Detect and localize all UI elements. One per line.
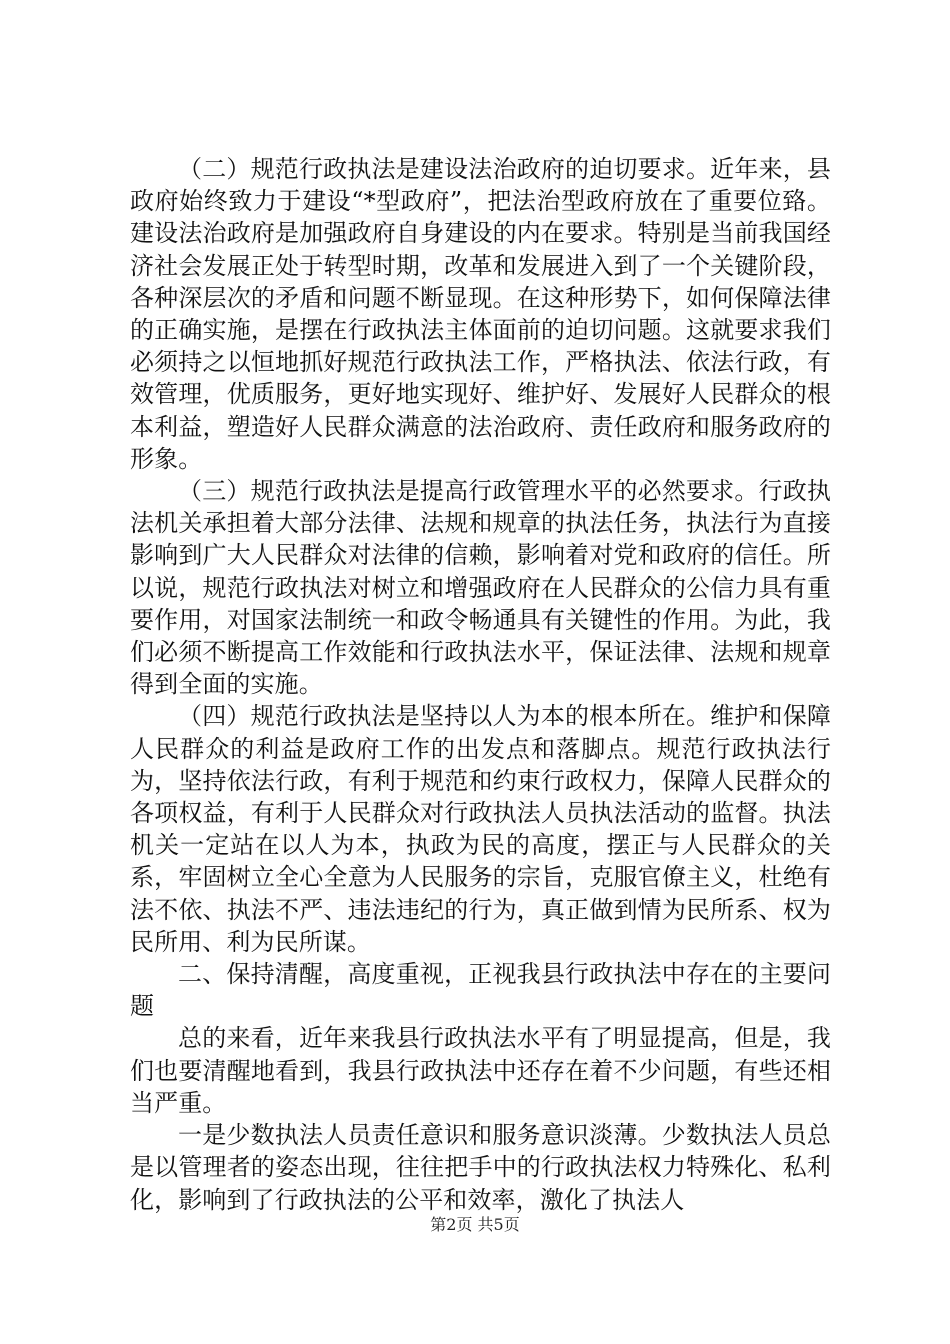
page-number-footer: 第2页 共5页 [430,1215,520,1234]
paragraph-problem-one: 一是少数执法人员责任意识和服务意识淡薄。少数执法人员总是以管理者的姿态出现，往往把手中的行政执法权力特殊化、私利化，影响到了行政执法的公平和效率，激化了执法人 [130,1121,831,1214]
paragraph-section-4: （四）规范行政执法是坚持以人为本的根本所在。维护和保障人民群众的利益是政府工作的出发点和落脚点。规范行政执法行为，坚持依法行政，有利于规范和约束行政权力，保障人民群众的各项权益，有利于人民群众对行政执法人员执法活动的监督。执法机关一定站在以人为本，执政为民的高度，摆正与人民群众的关系，牢固树立全心全意为人民服务的宗旨，克服官僚主义，杜绝有法不依、执法不严、违法违纪的行为，真正做到情为民所系、权为民所用、利为民所谋。 [130,702,831,956]
paragraph-section-2: （二）规范行政执法是建设法治政府的迫切要求。近年来，县政府始终致力于建设“*型政府”，把法治型政府放在了重要位臵。建设法治政府是加强政府自身建设的内在要求。特别是当前我国经济社会发展正处于转型时期，改革和发展进入到了一个关键阶段，各种深层次的矛盾和问题不断显现。在这种形势下，如何保障法律的正确实施，是摆在行政执法主体面前的迫切问题。这就要求我们必须持之以恒地抓好规范行政执法工作，严格执法、依法行政，有效管理，优质服务，更好地实现好、维护好、发展好人民群众的根本利益，塑造好人民群众满意的法治政府、责任政府和服务政府的形象。 [130,155,831,473]
paragraph-section-3: （三）规范行政执法是提高行政管理水平的必然要求。行政执法机关承担着大部分法律、法规和规章的执法任务，执法行为直接影响到广大人民群众对法律的信赖，影响着对党和政府的信任。所以说，规范行政执法对树立和增强政府在人民群众的公信力具有重要作用，对国家法制统一和政令畅通具有关键性的作用。为此，我们必须不断提高工作效能和行政执法水平，保证法律、法规和规章得到全面的实施。 [130,477,831,699]
document-body [130,153,831,1216]
paragraph-overview: 总的来看，近年来我县行政执法水平有了明显提高，但是，我们也要清醒地看到，我县行政执法中还存在着不少问题，有些还相当严重。 [130,1024,831,1117]
heading-main-problems: 二、保持清醒，高度重视，正视我县行政执法中存在的主要问题 [130,960,831,1021]
